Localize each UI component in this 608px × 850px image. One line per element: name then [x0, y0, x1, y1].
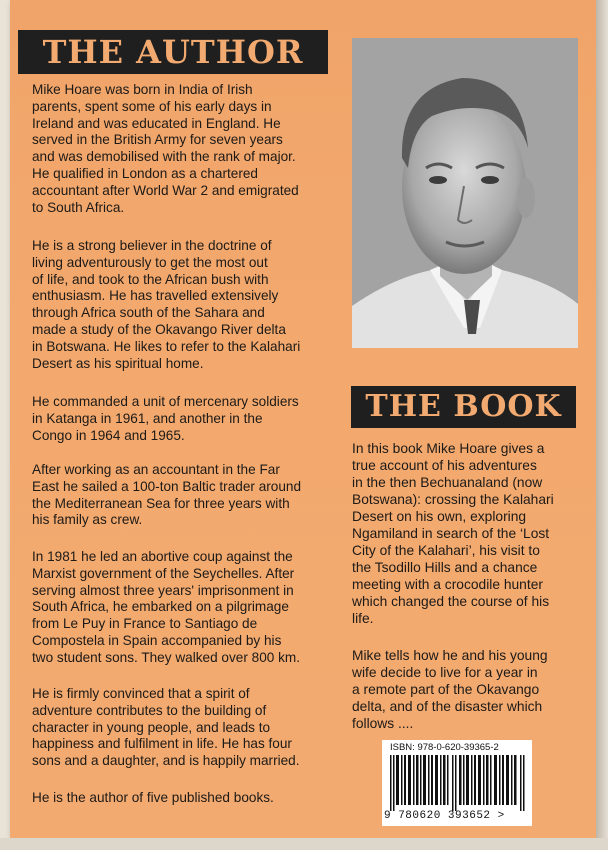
text-line: and was demobilised with the rank of major.	[32, 149, 296, 165]
author-paragraph-6	[32, 686, 300, 770]
text-line: in Botswana. He likes to refer to the Kalahari	[32, 338, 301, 354]
table-surface	[0, 838, 608, 850]
text-line: Desert on his own, exploring	[352, 509, 527, 524]
book-paragraph-1	[352, 440, 554, 627]
text-line: Mike Hoare was born in India of Irish	[32, 82, 253, 97]
text-line: He qualified in London as a chartered	[32, 165, 258, 181]
author-paragraph-3	[32, 394, 299, 444]
text-line: He commanded a unit of mercenary soldiers	[32, 394, 299, 409]
book-paragraph-2	[352, 647, 548, 732]
text-line: the Mediterranean Sea for three years with	[32, 495, 290, 511]
text-line: in Katanga in 1961, and another in the	[32, 410, 263, 426]
text-line: Marxist government of the Seychelles. After	[32, 565, 295, 581]
text-line: from Le Puy in France to Santiago de	[32, 616, 258, 632]
text-line: In this book Mike Hoare gives a	[352, 441, 545, 456]
isbn-label: ISBN: 978-0-620-39365-2	[390, 742, 499, 753]
text-line: He is the author of five published books.	[32, 790, 274, 805]
text-line: Compostela in Spain accompanied by his	[32, 632, 282, 648]
text-line: follows ....	[352, 716, 414, 731]
text-line: City of the Kalahari’, his visit to	[352, 543, 540, 558]
text-line: to South Africa.	[32, 199, 125, 215]
text-line: delta, and of the disaster which	[352, 699, 543, 714]
text-line: a remote part of the Okavango	[352, 682, 540, 697]
text-line: East he sailed a 100-ton Baltic trader around	[32, 478, 302, 494]
text-line: his family as crew.	[32, 512, 143, 528]
portrait-illustration	[352, 38, 578, 348]
text-line: After working as an accountant in the Far	[32, 462, 280, 477]
text-line: served in the British Army for seven years	[32, 132, 283, 148]
text-line: parents, spent some of his early days in	[32, 98, 272, 114]
barcode-digits: 9 780620 393652 >	[384, 810, 505, 822]
text-line: made a study of the Okavango River delta	[32, 321, 286, 337]
text-line: Congo in 1964 and 1965.	[32, 427, 185, 443]
text-line: character in young people, and leads to	[32, 719, 271, 735]
text-line: through Africa south of the Sahara and	[32, 305, 265, 321]
author-paragraph-1	[32, 82, 299, 216]
text-line: two student sons. They walked over 800 km.	[32, 649, 300, 665]
text-line: happiness and fulfilment in life. He has four	[32, 736, 292, 752]
author-paragraph-4	[32, 462, 301, 529]
barcode-bars	[390, 755, 526, 811]
text-line: He is a strong believer in the doctrine of	[32, 238, 272, 253]
text-line: of life, and took to the African bush with	[32, 271, 269, 287]
text-line: In 1981 he led an abortive coup against the	[32, 549, 293, 564]
text-line: accountant after World War 2 and emigrated	[32, 182, 299, 198]
book-heading: THE BOOK	[351, 386, 576, 428]
page-edge	[596, 0, 608, 850]
text-line: sons and a daughter, and is happily married.	[32, 753, 300, 769]
text-line: Ireland and was educated in England. He	[32, 115, 281, 131]
text-line: the Tsodillo Hills and a chance	[352, 560, 538, 575]
text-line: which changed the course of his	[352, 594, 550, 609]
text-line: Ngamiland in search of the ‘Lost	[352, 526, 550, 541]
text-line: life.	[352, 611, 374, 626]
text-line: true account of his adventures	[352, 458, 537, 473]
text-line: Mike tells how he and his young	[352, 648, 548, 663]
text-line: South Africa, he embarked on a pilgrimage	[32, 599, 289, 615]
text-line: Desert as his spiritual home.	[32, 355, 204, 371]
author-paragraph-7	[32, 790, 274, 807]
text-line: He is firmly convinced that a spirit of	[32, 686, 250, 701]
author-heading: THE AUTHOR	[18, 30, 328, 74]
isbn-barcode	[382, 740, 532, 826]
text-line: enthusiasm. He has travelled extensively	[32, 288, 279, 304]
text-line: meeting with a crocodile hunter	[352, 577, 543, 592]
text-line: Botswana): crossing the Kalahari	[352, 492, 554, 507]
text-line: serving almost three years' imprisonment in	[32, 582, 294, 598]
author-paragraph-5	[32, 549, 300, 667]
author-paragraph-2	[32, 238, 300, 372]
text-line: adventure contributes to the building of	[32, 702, 267, 718]
text-line: wife decide to live for a year in	[352, 665, 538, 680]
text-line: in the then Bechuanaland (now	[352, 475, 543, 490]
text-line: living adventurously to get the most out	[32, 254, 268, 270]
author-photo	[352, 38, 578, 348]
